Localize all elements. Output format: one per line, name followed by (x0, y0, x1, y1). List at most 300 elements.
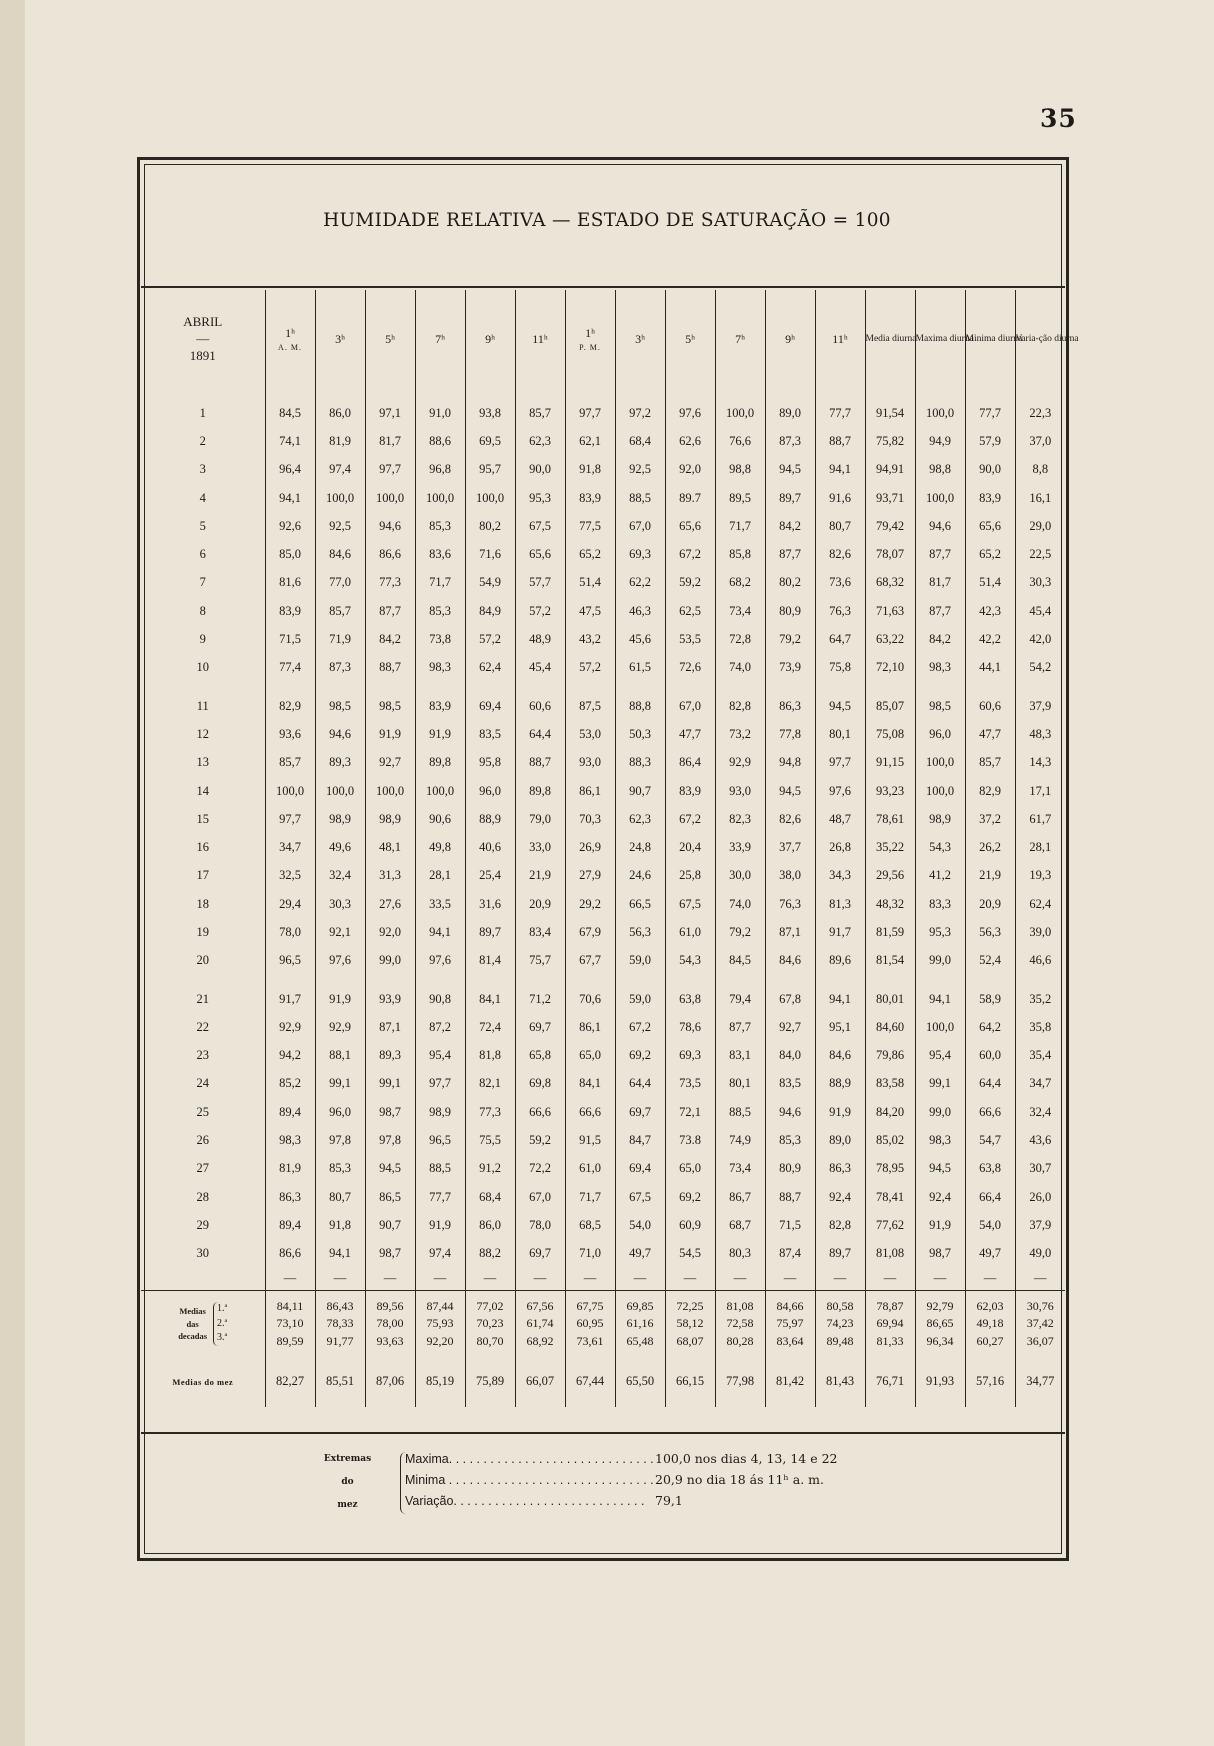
value-cell: 69,2 (615, 1042, 665, 1070)
value-cell: 87,7 (765, 540, 815, 568)
value-cell: 97,7 (365, 456, 415, 484)
value-cell: 97,6 (665, 399, 715, 427)
value-cell: 90,8 (415, 985, 465, 1013)
value-cell: 85,0 (265, 540, 315, 568)
value-cell: 94,5 (765, 777, 815, 805)
decade-mean-cell: 80,58 74,23 89,48 (815, 1291, 865, 1357)
month-mean-cell: 87,06 (365, 1357, 415, 1407)
value-cell: 94,1 (315, 1240, 365, 1268)
table-row (141, 749, 1065, 777)
value-cell: 88,8 (615, 692, 665, 720)
value-cell: 97,7 (415, 1070, 465, 1098)
value-cell: 84,1 (565, 1070, 615, 1098)
table-row (141, 918, 1065, 946)
day-number: 16 (196, 840, 209, 855)
value-cell: 100,0 (915, 484, 965, 512)
value-cell: 100,0 (315, 777, 365, 805)
decade-means-row (141, 1291, 1065, 1357)
value-cell: 86,0 (315, 399, 365, 427)
value-cell: 72,2 (515, 1155, 565, 1183)
value-cell: 94,5 (365, 1155, 415, 1183)
day-number: 13 (196, 755, 209, 770)
value-cell: 42,0 (1015, 625, 1065, 653)
table-row (141, 1098, 1065, 1126)
month-mean-cell: 34,77 (1015, 1357, 1065, 1407)
value-cell: 59,0 (615, 947, 665, 975)
table-title: HUMIDADE RELATIVA — ESTADO DE SATURAÇÃO = 100 (323, 210, 891, 231)
value-cell: 71,6 (465, 540, 515, 568)
value-cell: 91,9 (915, 1211, 965, 1239)
value-cell: 89,5 (715, 484, 765, 512)
value-cell: 81,6 (265, 569, 315, 597)
value-cell: 94,6 (915, 512, 965, 540)
decade-mean-cell: 69,85 61,16 65,48 (615, 1291, 665, 1357)
value-cell: 49,7 (965, 1240, 1015, 1268)
col-header-9h-am: 9ʰ (465, 290, 515, 389)
value-cell: 37,9 (1015, 692, 1065, 720)
day-number: 10 (196, 660, 209, 675)
table-row (141, 777, 1065, 805)
value-cell: 74,0 (715, 654, 765, 682)
value-cell: 48,1 (365, 833, 415, 861)
value-cell: 69,4 (615, 1155, 665, 1183)
value-cell: 71,7 (715, 512, 765, 540)
value-cell: 46,6 (1015, 947, 1065, 975)
value-cell: 94,91 (865, 456, 915, 484)
value-cell: 69,3 (615, 540, 665, 568)
humidity-table (141, 290, 1079, 1407)
value-cell: 64,7 (815, 625, 865, 653)
value-cell: 43,2 (565, 625, 615, 653)
value-cell: 98,5 (915, 692, 965, 720)
value-cell: 78,0 (515, 1211, 565, 1239)
value-cell: 67,2 (665, 805, 715, 833)
value-cell: 67,0 (665, 692, 715, 720)
value-cell: 26,9 (565, 833, 615, 861)
value-cell: 93,23 (865, 777, 915, 805)
value-cell: 84,2 (915, 625, 965, 653)
value-cell: 77,7 (965, 399, 1015, 427)
value-cell: 100,0 (915, 749, 965, 777)
value-cell: 79,4 (715, 985, 765, 1013)
month-mean-cell: 81,43 (815, 1357, 865, 1407)
table-row (141, 540, 1065, 568)
value-cell: 96,0 (465, 777, 515, 805)
decade-means-label: Medias das decadas 1.ª 2.ª 3.ª (141, 1291, 265, 1357)
decade-gap (141, 682, 1065, 692)
value-cell: 33,5 (415, 890, 465, 918)
value-cell: 81,9 (265, 1155, 315, 1183)
table-row (141, 512, 1065, 540)
day-number: 5 (199, 518, 206, 533)
value-cell: 94,1 (815, 985, 865, 1013)
value-cell: 65,6 (965, 512, 1015, 540)
value-cell: 100,0 (915, 1013, 965, 1041)
value-cell: 85,7 (315, 597, 365, 625)
value-cell: 88,5 (415, 1155, 465, 1183)
value-cell: 79,86 (865, 1042, 915, 1070)
value-cell: 65,2 (965, 540, 1015, 568)
value-cell: 89,0 (815, 1126, 865, 1154)
value-cell: 69,5 (465, 427, 515, 455)
month-mean-cell: 82,27 (265, 1357, 315, 1407)
value-cell: 89,3 (315, 749, 365, 777)
value-cell: 87,5 (565, 692, 615, 720)
value-cell: 27,6 (365, 890, 415, 918)
value-cell: 57,2 (565, 654, 615, 682)
value-cell: 81,9 (315, 427, 365, 455)
value-cell: 77,4 (265, 654, 315, 682)
value-cell: 49,7 (615, 1240, 665, 1268)
value-cell: 54,2 (1015, 654, 1065, 682)
value-cell: 37,9 (1015, 1211, 1065, 1239)
dash-cell: — (865, 1268, 915, 1291)
col-header-5h-am: 5ʰ (365, 290, 415, 389)
table-row (141, 692, 1065, 720)
table-row (141, 1013, 1065, 1041)
value-cell: 97,4 (415, 1240, 465, 1268)
value-cell: 85,3 (315, 1155, 365, 1183)
value-cell: 77,3 (465, 1098, 515, 1126)
value-cell: 58,9 (965, 985, 1015, 1013)
value-cell: 96,0 (915, 720, 965, 748)
table-row (141, 890, 1065, 918)
value-cell: 20,9 (965, 890, 1015, 918)
value-cell: 42,3 (965, 597, 1015, 625)
value-cell: 62,6 (665, 427, 715, 455)
value-cell: 99,0 (365, 947, 415, 975)
value-cell: 72,8 (715, 625, 765, 653)
value-cell: 24,8 (615, 833, 665, 861)
decade-mean-cell: 92,79 86,65 96,34 (915, 1291, 965, 1357)
decade-mean-cell: 67,75 60,95 73,61 (565, 1291, 615, 1357)
month-means-label: Medias do mez (172, 1377, 234, 1388)
value-cell: 100,0 (315, 484, 365, 512)
value-cell: 94,5 (815, 692, 865, 720)
value-cell: 37,7 (765, 833, 815, 861)
value-cell: 66,4 (965, 1183, 1015, 1211)
value-cell: 45,4 (1015, 597, 1065, 625)
value-cell: 96,0 (315, 1098, 365, 1126)
decade-mean-cell: 77,02 70,23 80,70 (465, 1291, 515, 1357)
value-cell: 77,62 (865, 1211, 915, 1239)
value-cell: 30,3 (1015, 569, 1065, 597)
value-cell: 16,1 (1015, 484, 1065, 512)
value-cell: 89,7 (465, 918, 515, 946)
value-cell: 51,4 (965, 569, 1015, 597)
value-cell: 77,0 (315, 569, 365, 597)
value-cell: 89,3 (365, 1042, 415, 1070)
value-cell: 30,0 (715, 862, 765, 890)
value-cell: 99,1 (365, 1070, 415, 1098)
value-cell: 81,7 (915, 569, 965, 597)
value-cell: 67,9 (565, 918, 615, 946)
value-cell: 69,3 (665, 1042, 715, 1070)
table-row (141, 947, 1065, 975)
value-cell: 26,8 (815, 833, 865, 861)
value-cell: 26,2 (965, 833, 1015, 861)
decade-mean-cell: 86,43 78,33 91,77 (315, 1291, 365, 1357)
value-cell: 72,1 (665, 1098, 715, 1126)
value-cell: 30,3 (315, 890, 365, 918)
value-cell: 100,0 (915, 399, 965, 427)
value-cell: 29,0 (1015, 512, 1065, 540)
value-cell: 60,6 (965, 692, 1015, 720)
value-cell: 84,6 (765, 947, 815, 975)
value-cell: 89,6 (815, 947, 865, 975)
value-cell: 89,7 (765, 484, 815, 512)
value-cell: 21,9 (965, 862, 1015, 890)
value-cell: 91,0 (415, 399, 465, 427)
value-cell: 80,1 (715, 1070, 765, 1098)
value-cell: 91,7 (815, 918, 865, 946)
value-cell: 86,4 (665, 749, 715, 777)
dash-cell: — (515, 1268, 565, 1291)
day-number: 11 (196, 698, 209, 713)
value-cell: 86,1 (565, 1013, 615, 1041)
value-cell: 57,7 (515, 569, 565, 597)
value-cell: 81,8 (465, 1042, 515, 1070)
value-cell: 85,3 (415, 512, 465, 540)
value-cell: 68,4 (615, 427, 665, 455)
value-cell: 87,3 (765, 427, 815, 455)
value-cell: 93,0 (715, 777, 765, 805)
value-cell: 85,2 (265, 1070, 315, 1098)
value-cell: 66,6 (965, 1098, 1015, 1126)
col-header-1h-pm: 1ʰ P. M. (565, 290, 615, 389)
value-cell: 98,7 (365, 1098, 415, 1126)
value-cell: 84,5 (265, 399, 315, 427)
value-cell: 30,7 (1015, 1155, 1065, 1183)
month-means-row (141, 1357, 1065, 1407)
decade-mean-cell: 89,56 78,00 93,63 (365, 1291, 415, 1357)
value-cell: 27,9 (565, 862, 615, 890)
value-cell: 92,7 (765, 1013, 815, 1041)
month-mean-cell: 66,07 (515, 1357, 565, 1407)
title-rule (141, 286, 1065, 288)
day-number: 9 (199, 632, 206, 647)
value-cell: 64,4 (515, 720, 565, 748)
value-cell: 74,9 (715, 1126, 765, 1154)
value-cell: 65,6 (665, 512, 715, 540)
value-cell: 62,1 (565, 427, 615, 455)
value-cell: 73,4 (715, 597, 765, 625)
value-cell: 29,56 (865, 862, 915, 890)
value-cell: 61,0 (565, 1155, 615, 1183)
value-cell: 100,0 (365, 777, 415, 805)
table-row (141, 1155, 1065, 1183)
value-cell: 98,9 (915, 805, 965, 833)
value-cell: 47,5 (565, 597, 615, 625)
value-cell: 78,41 (865, 1183, 915, 1211)
value-cell: 80,9 (765, 1155, 815, 1183)
value-cell: 29,2 (565, 890, 615, 918)
table-row (141, 1240, 1065, 1268)
value-cell: 50,3 (615, 720, 665, 748)
value-cell: 54,3 (665, 947, 715, 975)
value-cell: 94,6 (365, 512, 415, 540)
value-cell: 85,7 (265, 749, 315, 777)
value-cell: 76,3 (815, 597, 865, 625)
day-number: 4 (199, 490, 206, 505)
value-cell: 67,5 (615, 1183, 665, 1211)
value-cell: 89.7 (665, 484, 715, 512)
value-cell: 98,5 (365, 692, 415, 720)
value-cell: 54,3 (915, 833, 965, 861)
value-cell: 80,7 (815, 512, 865, 540)
value-cell: 49,8 (415, 833, 465, 861)
value-cell: 84,2 (765, 512, 815, 540)
value-cell: 82,6 (765, 805, 815, 833)
value-cell: 91,5 (565, 1126, 615, 1154)
decade-mean-cell: 81,08 72,58 80,28 (715, 1291, 765, 1357)
value-cell: 78,95 (865, 1155, 915, 1183)
value-cell: 75,8 (815, 654, 865, 682)
value-cell: 88,3 (615, 749, 665, 777)
value-cell: 84,5 (715, 947, 765, 975)
value-cell: 85,8 (715, 540, 765, 568)
value-cell: 57,2 (465, 625, 515, 653)
value-cell: 83,9 (565, 484, 615, 512)
value-cell: 85,3 (765, 1126, 815, 1154)
value-cell: 79,0 (515, 805, 565, 833)
value-cell: 98,9 (315, 805, 365, 833)
dash-row (141, 1268, 1065, 1291)
value-cell: 74,1 (265, 427, 315, 455)
value-cell: 62,5 (665, 597, 715, 625)
dash-cell: — (465, 1268, 515, 1291)
col-header-maxima-diurna: Maxima diurna (915, 290, 965, 389)
value-cell: 100,0 (265, 777, 315, 805)
value-cell: 73,8 (415, 625, 465, 653)
value-cell: 83,1 (715, 1042, 765, 1070)
decade-gap (141, 975, 1065, 985)
value-cell: 88,5 (615, 484, 665, 512)
extreme-variacao: Variação. . . . . . . . . . . . . . . . . . . . . . . . . . . . 79,1 (405, 1493, 683, 1508)
day-number: 23 (196, 1048, 209, 1063)
value-cell: 72,10 (865, 654, 915, 682)
value-cell: 98,7 (915, 1240, 965, 1268)
dash-cell: — (365, 1268, 415, 1291)
col-header-7h-pm: 7ʰ (715, 290, 765, 389)
value-cell: 91,8 (565, 456, 615, 484)
value-cell: 83,5 (765, 1070, 815, 1098)
value-cell: 68,32 (865, 569, 915, 597)
dash-cell: — (315, 1268, 365, 1291)
value-cell: 81,7 (365, 427, 415, 455)
value-cell: 71,0 (565, 1240, 615, 1268)
value-cell: 84,60 (865, 1013, 915, 1041)
value-cell: 91,7 (265, 985, 315, 1013)
value-cell: 82,9 (265, 692, 315, 720)
value-cell: 98,8 (915, 456, 965, 484)
value-cell: 85,02 (865, 1126, 915, 1154)
value-cell: 85,3 (415, 597, 465, 625)
value-cell: 92,0 (665, 456, 715, 484)
value-cell: 91,15 (865, 749, 915, 777)
value-cell: 20,4 (665, 833, 715, 861)
value-cell: 28,1 (1015, 833, 1065, 861)
value-cell: 86,3 (815, 1155, 865, 1183)
value-cell: 77,5 (565, 512, 615, 540)
value-cell: 90,7 (615, 777, 665, 805)
value-cell: 94,1 (415, 918, 465, 946)
value-cell: 80,01 (865, 985, 915, 1013)
value-cell: 84,6 (315, 540, 365, 568)
value-cell: 81,08 (865, 1240, 915, 1268)
value-cell: 48,7 (815, 805, 865, 833)
value-cell: 92,4 (815, 1183, 865, 1211)
month-mean-cell: 77,98 (715, 1357, 765, 1407)
value-cell: 98,3 (415, 654, 465, 682)
value-cell: 86,0 (465, 1211, 515, 1239)
table-row (141, 569, 1065, 597)
value-cell: 77,8 (765, 720, 815, 748)
value-cell: 61,0 (665, 918, 715, 946)
day-number: 17 (196, 868, 209, 883)
value-cell: 54,7 (965, 1126, 1015, 1154)
value-cell: 24,6 (615, 862, 665, 890)
value-cell: 93,8 (465, 399, 515, 427)
value-cell: 21,9 (515, 862, 565, 890)
value-cell: 62,4 (1015, 890, 1065, 918)
value-cell: 92,7 (365, 749, 415, 777)
value-cell: 69,8 (515, 1070, 565, 1098)
value-cell: 89,4 (265, 1098, 315, 1126)
value-cell: 71,7 (415, 569, 465, 597)
value-cell: 95,8 (465, 749, 515, 777)
month-mean-cell: 67,44 (565, 1357, 615, 1407)
value-cell: 91,2 (465, 1155, 515, 1183)
value-cell: 92,1 (315, 918, 365, 946)
value-cell: 20,9 (515, 890, 565, 918)
value-cell: 97,2 (615, 399, 665, 427)
day-number: 21 (196, 991, 209, 1006)
value-cell: 68,2 (715, 569, 765, 597)
value-cell: 47,7 (665, 720, 715, 748)
value-cell: 60,9 (665, 1211, 715, 1239)
value-cell: 71,5 (265, 625, 315, 653)
day-number: 28 (196, 1189, 209, 1204)
dash-cell: — (265, 1268, 315, 1291)
table-row (141, 625, 1065, 653)
value-cell: 64,4 (615, 1070, 665, 1098)
value-cell: 33,0 (515, 833, 565, 861)
value-cell: 75,5 (465, 1126, 515, 1154)
value-cell: 100,0 (465, 484, 515, 512)
value-cell: 84,6 (815, 1042, 865, 1070)
table-row (141, 1126, 1065, 1154)
extremes-label: Extremas do mez (323, 1454, 372, 1510)
value-cell: 81,59 (865, 918, 915, 946)
value-cell: 97,4 (315, 456, 365, 484)
value-cell: 88,6 (415, 427, 465, 455)
value-cell: 87,3 (315, 654, 365, 682)
value-cell: 68,7 (715, 1211, 765, 1239)
value-cell: 85,7 (515, 399, 565, 427)
value-cell: 78,61 (865, 805, 915, 833)
value-cell: 71,7 (565, 1183, 615, 1211)
value-cell: 38,0 (765, 862, 815, 890)
value-cell: 59,0 (615, 985, 665, 1013)
value-cell: 68,5 (565, 1211, 615, 1239)
bottom-rule (141, 1432, 1065, 1434)
value-cell: 49,6 (315, 833, 365, 861)
value-cell: 80,2 (765, 569, 815, 597)
value-cell: 53,0 (565, 720, 615, 748)
value-cell: 25,4 (465, 862, 515, 890)
value-cell: 54,0 (615, 1211, 665, 1239)
